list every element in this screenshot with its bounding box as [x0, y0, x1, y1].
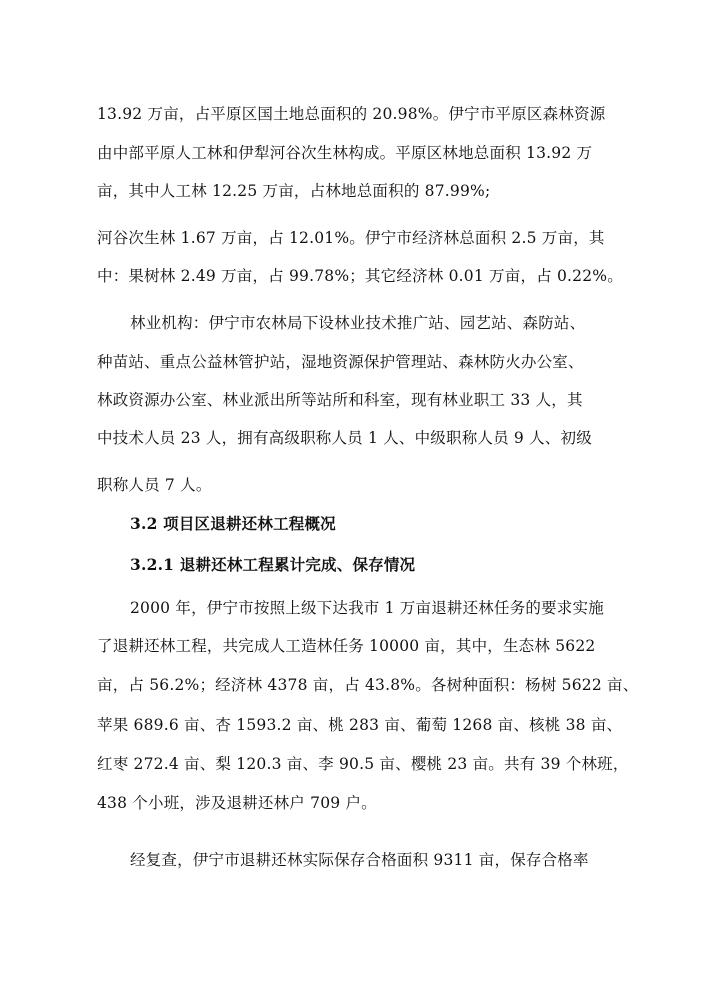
text-line: 中技术人员 23 人，拥有高级职称人员 1 人、中级职称人员 9 人、初级 — [97, 429, 592, 447]
text-line: 职称人员 7 人。 — [97, 476, 212, 494]
text-line: 苹果 689.6 亩、杏 1593.2 亩、桃 283 亩、葡萄 1268 亩、核桃 38 亩、 — [97, 716, 623, 734]
subsection-heading: 3.2.1 退耕还林工程累计完成、保存情况 — [130, 555, 416, 574]
text-line: 种苗站、重点公益林管护站，湿地资源保护管理站、森林防火办公室、 — [97, 353, 584, 371]
text-line: 经复查，伊宁市退耕还林实际保存合格面积 9311 亩，保存合格率 — [130, 851, 589, 869]
text-line: 亩，占 56.2%；经济林 4378 亩，占 43.8%。各树种面积：杨树 5622 亩、 — [97, 676, 639, 694]
text-line: 13.92 万亩，占平原区国土地总面积的 20.98%。伊宁市平原区森林资源 — [97, 105, 606, 123]
text-line: 红枣 272.4 亩、梨 120.3 亩、李 90.5 亩、樱桃 23 亩。共有 39 个林班， — [97, 755, 629, 773]
text-line: 中：果树林 2.49 万亩，占 99.78%；其它经济林 0.01 万亩，占 0.22%。 — [97, 267, 623, 285]
text-line: 438 个小班，涉及退耕还林户 709 户。 — [97, 794, 377, 812]
text-line: 林政资源办公室、林业派出所等站所和科室，现有林业职工 33 人，其 — [97, 391, 583, 409]
text-line: 由中部平原人工林和伊犁河谷次生林构成。平原区林地总面积 13.92 万 — [97, 144, 593, 162]
text-line: 2000 年，伊宁市按照上级下达我市 1 万亩退耕还林任务的要求实施 — [130, 599, 604, 617]
section-heading: 3.2 项目区退耕还林工程概况 — [130, 514, 336, 533]
text-line: 亩，其中人工林 12.25 万亩，占林地总面积的 87.99%; — [97, 182, 491, 200]
text-line: 河谷次生林 1.67 万亩，占 12.01%。伊宁市经济林总面积 2.5 万亩，其 — [97, 229, 605, 247]
text-line: 林业机构：伊宁市农林局下设林业技术推广站、园艺站、森防站、 — [130, 314, 586, 332]
text-line: 了退耕还林工程，共完成人工造林任务 10000 亩，其中，生态林 5622 — [97, 637, 596, 655]
